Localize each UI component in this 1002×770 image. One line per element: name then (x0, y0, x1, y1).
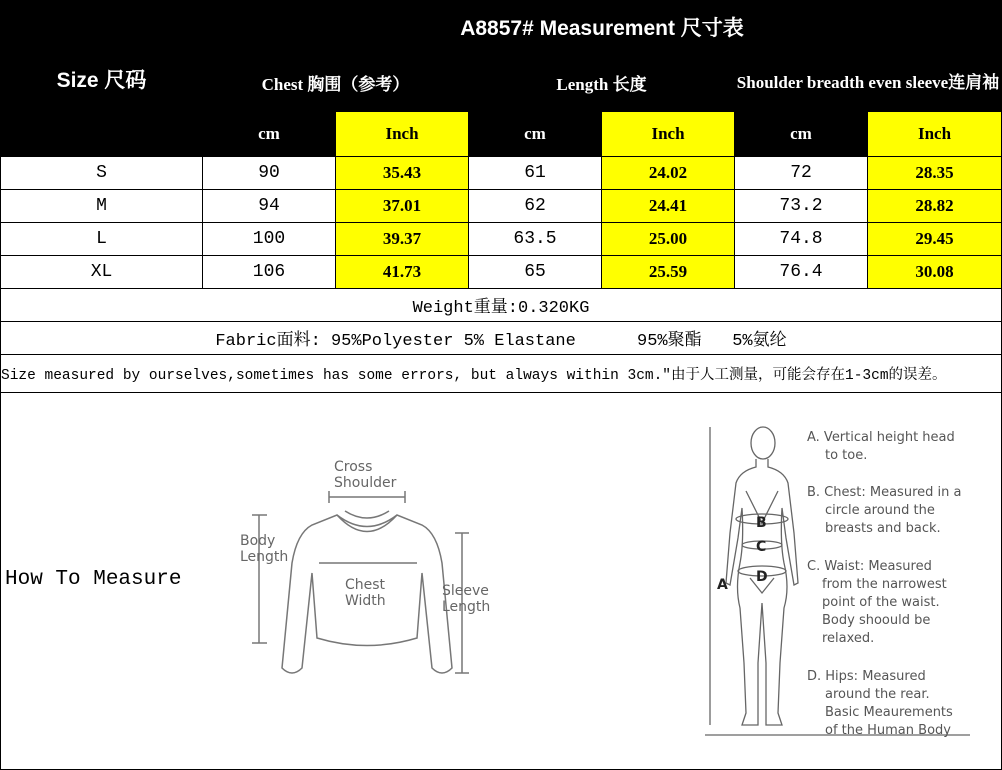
length-cm-cell: 62 (469, 190, 602, 223)
note-c-line: Body shoould be (822, 613, 931, 628)
length-cm-cell: 61 (469, 157, 602, 190)
body-measurement-figure (700, 413, 980, 753)
table-row (1, 256, 1002, 289)
note-b-line: B. Chest: Measured in a (807, 485, 962, 500)
note-c-line: C. Waist: Measured (807, 559, 932, 574)
chest-inch-cell: 35.43 (336, 157, 469, 190)
note-c-line: relaxed. (822, 631, 875, 646)
chest-header: Chest 胸围（参考） (203, 54, 469, 112)
note-d-line: D. Hips: Measured (807, 669, 926, 684)
note-d-line: of the Human Body (825, 723, 951, 738)
note-a-line: to toe. (825, 448, 868, 463)
garment-sketch (237, 453, 497, 683)
weight-row: Weight重量:0.320KG (1, 289, 1002, 322)
table-row (1, 223, 1002, 256)
size-cell: S (1, 157, 203, 190)
fabric-row: Fabric面料: 95%Polyester 5% Elastane 95%聚酯 5%氨纶 (1, 322, 1002, 355)
cross-shoulder-label: Cross (334, 459, 373, 475)
sleeve-length-label: Sleeve (442, 583, 489, 599)
sleeve-header: Shoulder breadth even sleeve连肩袖 (735, 54, 1002, 112)
measurement-note: Size measured by ourselves,sometimes has some errors, but always within 3cm."由于人工测量，可能会存在1-3cm的误差。 (1, 355, 1002, 393)
sleeve-length-label: Length (442, 599, 491, 615)
chest-cm-cell: 90 (203, 157, 336, 190)
length-inch-cell: 24.02 (602, 157, 735, 190)
sleeve-inch-cell: 29.45 (868, 223, 1002, 256)
sleeve-inch-cell: 30.08 (868, 256, 1002, 289)
note-b-line: breasts and back. (825, 521, 941, 536)
chest-inch-cell: 41.73 (336, 256, 469, 289)
size-cell: L (1, 223, 203, 256)
how-to-measure-heading: How To Measure (5, 568, 182, 591)
table-title: A8857# Measurement 尺寸表 (203, 1, 1002, 54)
note-d-line: Basic Meaurements (825, 705, 953, 720)
note-c-line: from the narrowest (822, 577, 947, 592)
note-a-line: A. Vertical height head (807, 430, 955, 445)
body-length-label: Length (240, 549, 289, 565)
sleeve-cm-cell: 73.2 (735, 190, 868, 223)
marker-d: D (756, 569, 768, 585)
chest-cm-cell: 94 (203, 190, 336, 223)
sleeve-inch-cell: 28.35 (868, 157, 1002, 190)
chest-cm-cell: 100 (203, 223, 336, 256)
length-cm-cell: 63.5 (469, 223, 602, 256)
length-header: Length 长度 (469, 54, 735, 112)
chest-inch-header: Inch (336, 112, 469, 157)
length-inch-cell: 25.59 (602, 256, 735, 289)
sleeve-inch-header: Inch (868, 112, 1002, 157)
note-c-line: point of the waist. (822, 595, 940, 610)
length-cm-header: cm (469, 112, 602, 157)
marker-c: C (756, 539, 767, 555)
length-inch-header: Inch (602, 112, 735, 157)
cross-shoulder-label: Shoulder (334, 475, 397, 491)
table-row (1, 157, 1002, 190)
sleeve-cm-cell: 76.4 (735, 256, 868, 289)
note-b-line: circle around the (825, 503, 935, 518)
chest-inch-cell: 39.37 (336, 223, 469, 256)
length-inch-cell: 24.41 (602, 190, 735, 223)
body-length-label: Body (240, 533, 276, 549)
chest-width-label: Chest (345, 577, 386, 593)
chest-inch-cell: 37.01 (336, 190, 469, 223)
sleeve-inch-cell: 28.82 (868, 190, 1002, 223)
sleeve-cm-cell: 72 (735, 157, 868, 190)
sleeve-cm-cell: 74.8 (735, 223, 868, 256)
how-to-measure-section (0, 393, 1000, 768)
size-header: Size 尺码 (1, 1, 203, 157)
marker-a: A (717, 577, 728, 593)
note-d-line: around the rear. (825, 687, 930, 702)
chest-cm-cell: 106 (203, 256, 336, 289)
length-inch-cell: 25.00 (602, 223, 735, 256)
marker-b: B (756, 515, 767, 531)
table-row (1, 190, 1002, 223)
length-cm-cell: 65 (469, 256, 602, 289)
size-cell: XL (1, 256, 203, 289)
chest-cm-header: cm (203, 112, 336, 157)
sleeve-cm-header: cm (735, 112, 868, 157)
size-cell: M (1, 190, 203, 223)
chest-width-label: Width (345, 593, 386, 609)
